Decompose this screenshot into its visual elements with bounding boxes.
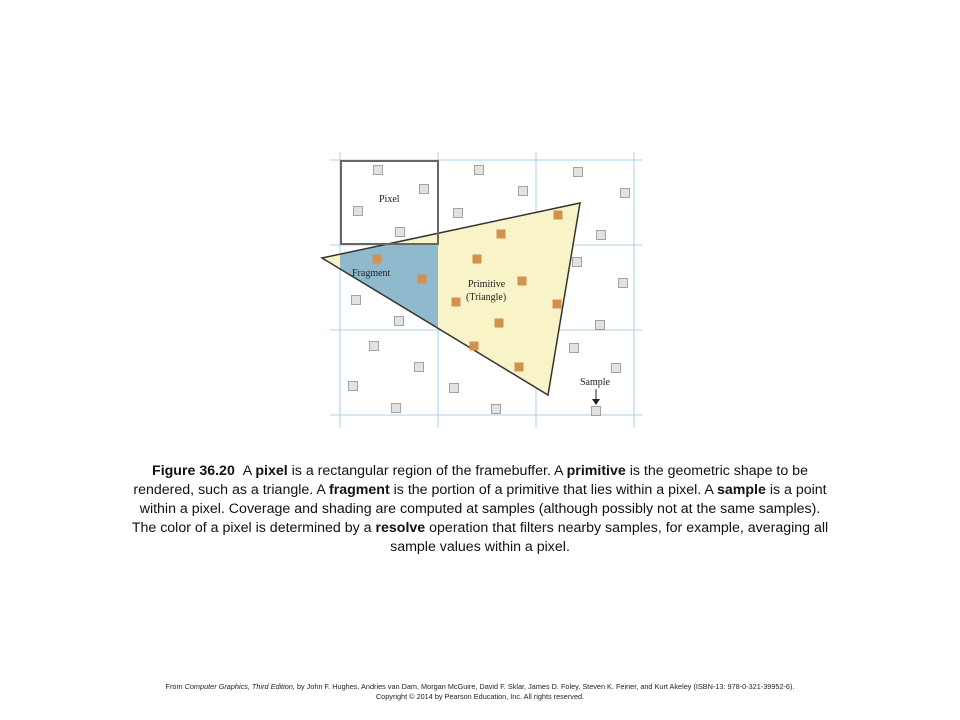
term-pixel: pixel xyxy=(255,463,288,479)
credit-authors: by John F. Hughes, Andries van Dam, Morgan McGuire, David F. Sklar, James D. Foley, Steven K. Feiner, and Kurt Akeley (ISBN-13: 978-0-321-39952-6). xyxy=(294,682,795,691)
sample-point xyxy=(374,166,383,175)
sample-point xyxy=(420,185,429,194)
sample-point xyxy=(415,363,424,372)
sample-point xyxy=(392,404,401,413)
covered-sample xyxy=(473,255,482,264)
rasterization-diagram xyxy=(310,150,650,435)
term-resolve: resolve xyxy=(375,520,426,536)
sample-point xyxy=(519,187,528,196)
sample-point xyxy=(573,258,582,267)
source-credit xyxy=(30,682,930,702)
copyright-notice: Copyright © 2014 by Pearson Education, Inc. All rights reserved. xyxy=(375,692,585,701)
sample-point xyxy=(354,207,363,216)
covered-sample xyxy=(497,230,506,239)
sample-point xyxy=(619,279,628,288)
caption-text: is a point within a pixel. Coverage and shading are computed at samples (although possibly not at the same samples). The color of a pixel is determined by a xyxy=(131,482,827,536)
sample-point xyxy=(450,384,459,393)
primitive-sublabel: (Triangle) xyxy=(466,292,507,303)
sample-point xyxy=(349,382,358,391)
term-fragment: fragment xyxy=(329,482,390,498)
sample-point xyxy=(570,344,579,353)
fragment-label: Fragment xyxy=(352,268,391,279)
sample-point xyxy=(475,166,484,175)
covered-sample xyxy=(495,319,504,328)
sample-point xyxy=(592,407,601,416)
sample-point xyxy=(352,296,361,305)
covered-sample xyxy=(553,300,562,309)
sample-point xyxy=(597,231,606,240)
figure-caption xyxy=(130,462,830,557)
covered-sample xyxy=(418,275,427,284)
pixel-label: Pixel xyxy=(379,194,400,205)
sample-point xyxy=(492,405,501,414)
covered-sample xyxy=(470,342,479,351)
sample-label: Sample xyxy=(580,377,610,388)
caption-text: is the geometric shape to be rendered, such as a triangle. A xyxy=(133,463,808,498)
covered-sample xyxy=(373,255,382,264)
fragment-region xyxy=(340,245,438,330)
caption-text: A xyxy=(242,463,256,479)
term-primitive: primitive xyxy=(566,463,626,479)
covered-sample xyxy=(515,363,524,372)
sample-point xyxy=(396,228,405,237)
sample-arrow xyxy=(592,389,600,405)
credit-book-title: Computer Graphics, Third Edition, xyxy=(184,682,295,691)
term-sample: sample xyxy=(716,482,766,498)
covered-sample xyxy=(452,298,461,307)
caption-text: is the portion of a primitive that lies within a pixel. A xyxy=(389,482,717,498)
sample-point xyxy=(370,342,379,351)
caption-text: is a rectangular region of the framebuffer. A xyxy=(287,463,567,479)
covered-sample xyxy=(554,211,563,220)
covered-sample xyxy=(518,277,527,286)
primitive-label: Primitive xyxy=(468,279,506,290)
figure-number: Figure 36.20 xyxy=(152,463,235,479)
sample-point xyxy=(596,321,605,330)
sample-point xyxy=(454,209,463,218)
sample-point xyxy=(574,168,583,177)
sample-point xyxy=(395,317,404,326)
sample-point xyxy=(621,189,630,198)
caption-text: operation that filters nearby samples, for example, averaging all sample values within a pixel. xyxy=(390,520,829,555)
credit-prefix: From xyxy=(165,682,185,691)
sample-point xyxy=(612,364,621,373)
